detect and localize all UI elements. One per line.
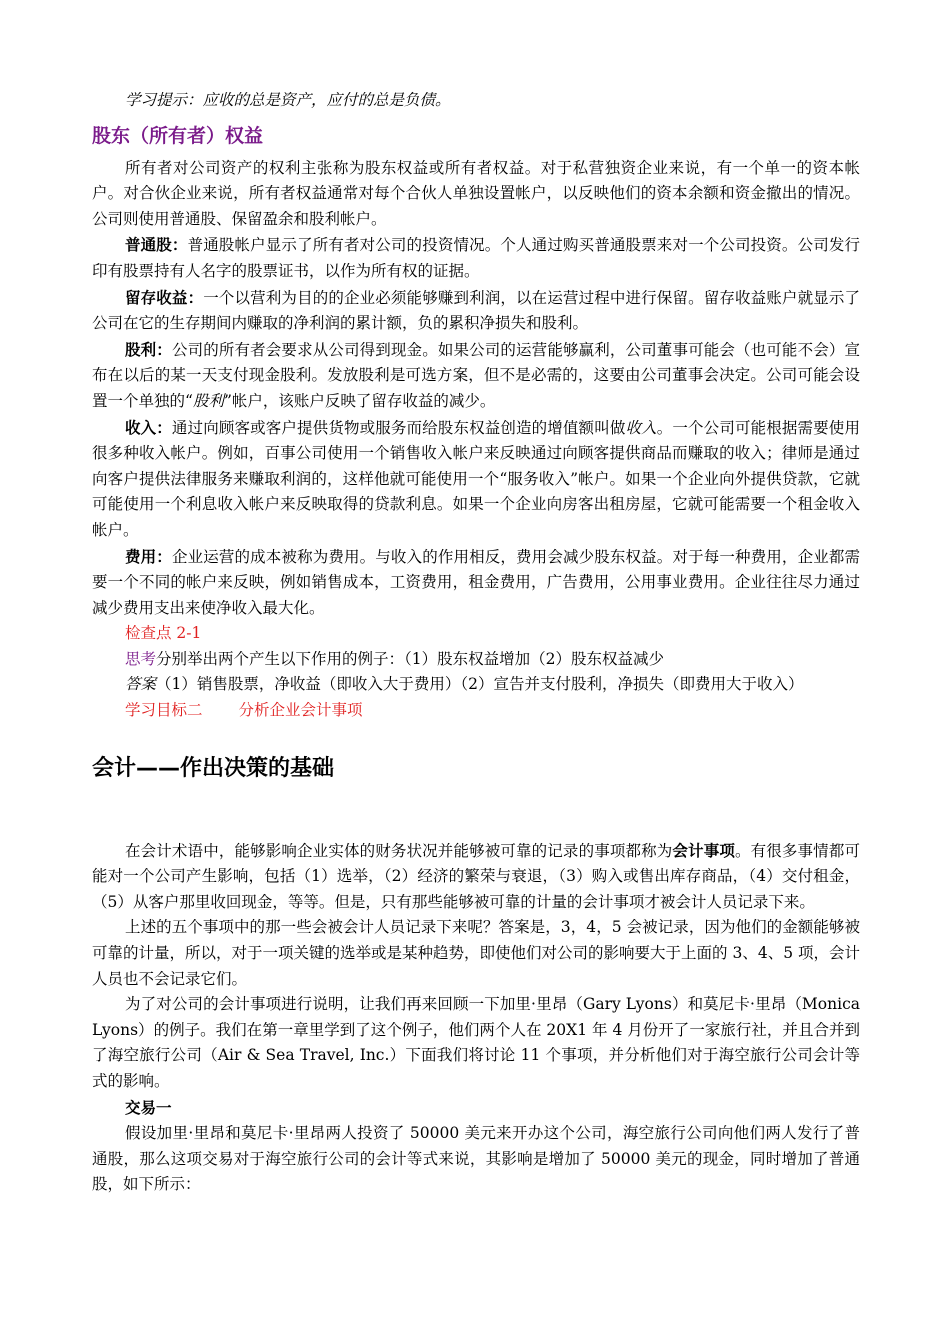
transactions-term: 会计事项 xyxy=(672,840,735,860)
revenues-italic: 收入 xyxy=(625,418,657,437)
answer-text: （1）销售股票，净收益（即收入大于费用）（2）宣告并支付股利，净损失（即费用大于收入） xyxy=(156,675,804,694)
learning-objective xyxy=(92,698,860,724)
document-page xyxy=(92,88,860,1198)
paragraph-revenues xyxy=(92,415,860,544)
transaction-one-heading xyxy=(92,1095,860,1122)
revenues-term: 收入： xyxy=(125,417,172,437)
objective-text: 分析企业会计事项 xyxy=(238,701,363,720)
paragraph-intro: 所有者对公司资产的权利主张称为股东权益或所有者权益。对于私营独资企业来说，有一个单一的资本帐户。对合伙企业来说，所有者权益通常对每个合伙人单独设置帐户，以反映他们的资本余额和资金撤出的情况。公司则使用普通股、保留盈余和股利帐户。 xyxy=(92,158,860,228)
paragraph-five-events: 上述的五个事项中的那一些会被会计人员记录下来呢？答案是，3，4，5 会被记录，因为他们的金额能够被可靠的计量，所以，对于一项关键的选举或是某种趋势，即使他们对公司的影响要大于上面的 3、4、5 项，会计人员也不会记录它们。 xyxy=(92,918,860,988)
common-stock-text: 普通股帐户显示了所有者对公司的投资情况。个人通过购买普通股票来对一个公司投资。公司发行印有股票持有人名字的股票证书，以作为所有权的证据。 xyxy=(92,236,860,280)
expenses-term: 费用： xyxy=(125,546,172,566)
paragraph-example: 为了对公司的会计事项进行说明，让我们再来回顾一下加里·里昂（Gary Lyons）和莫尼卡·里昂（Monica Lyons）的例子。我们在第一章里学到了这个例子，他们两个人在 20X1 年 4 月份开了一家旅行社，并且合并到了海空旅行公司（Air & Sea Travel, Inc.）下面我们将讨论 11 个事项，并分析他们对于海空旅行公司会计等式的影响。 xyxy=(92,995,860,1090)
common-stock-term: 普通股： xyxy=(125,235,188,255)
transactions-text-b: 。有很多事情都可能对一个公司产生影响，包括（1）选举，（2）经济的繁荣与衰退，（3）购入或售出库存商品，（4）交付租金，（5）从客户那里收回现金，等等。但是，只有那些能够被可靠的计量的会计事项才被会计人员记录下来。 xyxy=(92,841,860,911)
section-heading-accounting: 会计——作出决策的基础 xyxy=(92,755,335,781)
answer-label: 答案 xyxy=(125,675,157,694)
retained-earnings-term: 留存收益： xyxy=(125,287,204,307)
dividends-text-a: 公司的所有者会要求从公司得到现金。如果公司的运营能够赢利，公司董事可能会（也可能不会）宣布在以后的某一天支付现金股利。发放股利是可选方案，但不是必需的，这要由公司董事会决定。公司可能会设置一个单独的“ xyxy=(92,340,860,410)
dividends-term: 股利： xyxy=(125,339,172,359)
think-question xyxy=(92,647,860,673)
revenues-text-a: 通过向顾客或客户提供货物或服务而给股东权益创造的增值额叫做 xyxy=(171,418,626,437)
revenues-text-b: 。一个公司可能根据需要使用很多种收入帐户。例如，百事公司使用一个销售收入帐户来反映通过向顾客提供商品而赚取的收入；律师是通过向客户提供法律服务来赚取利润的，这样他就可能使用一个“服务收入”帐户。如果一个企业向外提供贷款，它就可能使用一个利息收入帐户来反映取得的贷款利息。如果一个企业向房客出租房屋，它就可能需要一个租金收入帐户。 xyxy=(92,418,860,539)
section-heading-equity: 股东（所有者）权益 xyxy=(92,124,264,147)
study-tip: 学习提示：应收的总是资产，应付的总是负债。 xyxy=(125,91,451,109)
paragraph-transactions xyxy=(92,838,860,916)
paragraph-expenses xyxy=(92,544,860,622)
retained-earnings-text: 一个以营利为目的的企业必须能够赚到利润，以在运营过程中进行保留。留存收益账户就显示了公司在它的生存期间内赚取的净利润的累计额，负的累积净损失和股利。 xyxy=(92,288,860,333)
paragraph-dividends xyxy=(92,337,860,415)
think-text: 分别举出两个产生以下作用的例子：（1）股东权益增加（2）股东权益减少 xyxy=(156,649,664,668)
dividends-text-b: ”帐户，该账户反映了留存收益的减少。 xyxy=(223,391,496,410)
paragraph-transaction-one: 假设加里·里昂和莫尼卡·里昂两人投资了 50000 美元来开办这个公司，海空旅行公司向他们两人发行了普通股，那么这项交易对于海空旅行公司的会计等式来说，其影响是增加了 50000 美元的现金，同时增加了普通股，如下所示： xyxy=(92,1124,860,1194)
checkpoint-label: 检查点 2-1 xyxy=(125,624,202,643)
think-label: 思考 xyxy=(125,649,157,668)
paragraph-common-stock xyxy=(92,232,860,284)
dividends-italic: 股利 xyxy=(192,391,224,410)
objective-label: 学习目标二 xyxy=(125,701,203,720)
expenses-text: 企业运营的成本被称为费用。与收入的作用相反，费用会减少股东权益。对于每一种费用，企业都需要一个不同的帐户来反映，例如销售成本，工资费用，租金费用，广告费用，公用事业费用。企业往往尽力通过减少费用支出来使净收入最大化。 xyxy=(92,547,860,617)
transactions-text-a: 在会计术语中，能够影响企业实体的财务状况并能够被可靠的记录的事项都称为 xyxy=(125,841,673,860)
paragraph-retained-earnings xyxy=(92,285,860,337)
transaction-one-label: 交易一 xyxy=(125,1097,172,1117)
answer xyxy=(92,672,860,698)
